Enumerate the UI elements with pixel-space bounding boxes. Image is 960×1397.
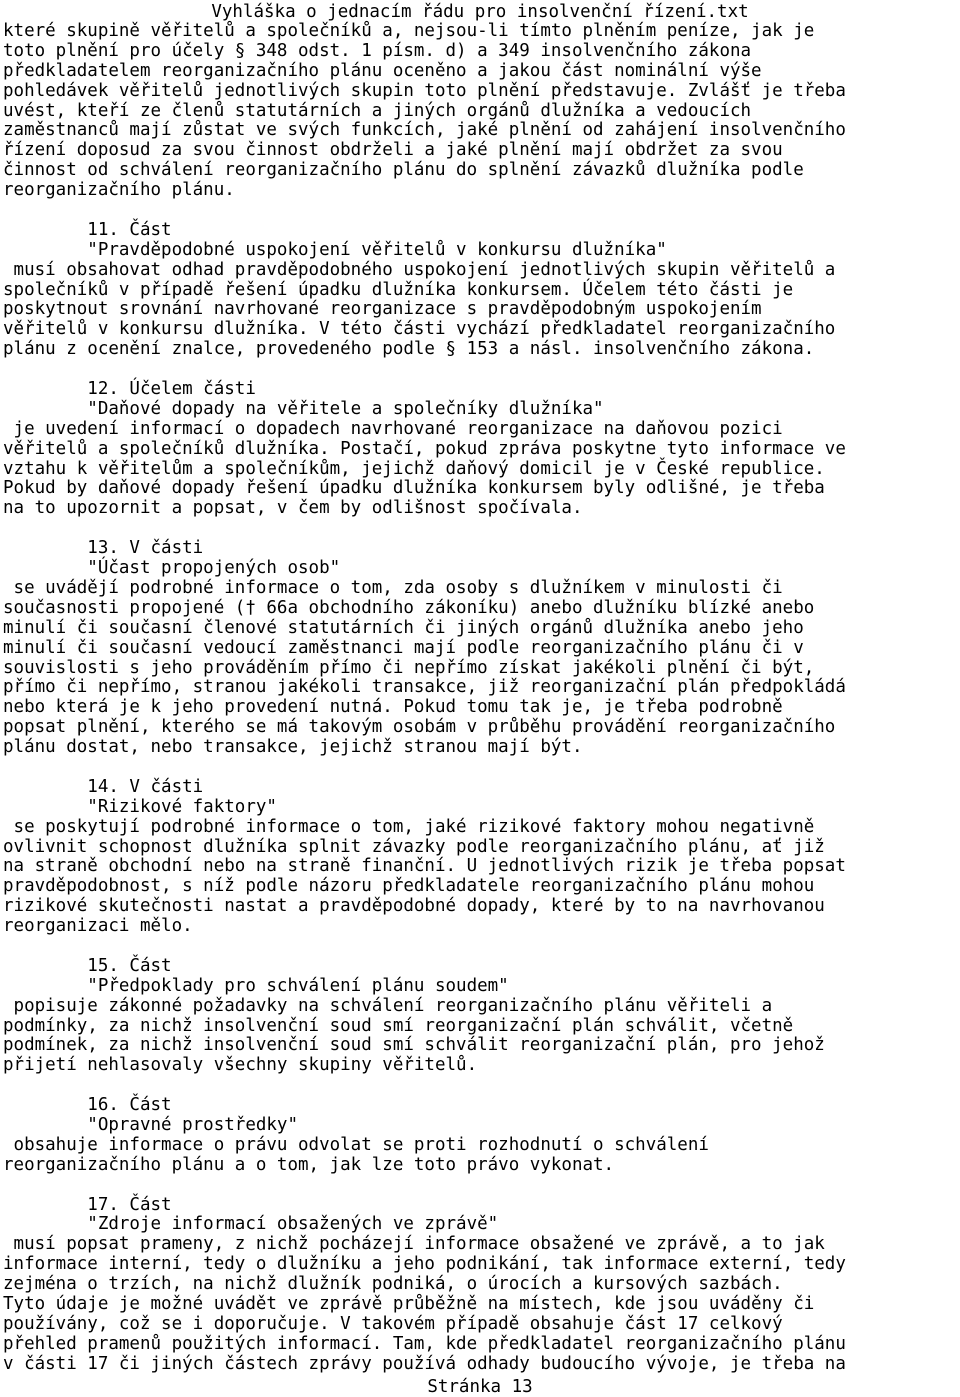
text-line: v části 17 či jiných částech zprávy používá odhady budoucího vývoje, je třeba na — [3, 1353, 846, 1374]
text-line: současnosti propojené († 66a obchodního zákoníku) anebo dlužníku blízké anebo — [3, 597, 815, 618]
text-line: na to upozornit a popsat, v čem by odlišnost spočívala. — [3, 498, 583, 519]
text-line: reorganizačního plánu. — [3, 180, 235, 201]
text-line: věřitelů a společníků dlužníka. Postačí, pokud zpráva poskytne tyto informace ve — [3, 438, 846, 459]
text-line: předkladatelem reorganizačního plánu oceněno a jakou část nominální výše — [3, 60, 762, 81]
text-line: společníků v případě řešení úpadku dlužníka konkursem. Účelem této části je — [3, 279, 794, 300]
text-line: na straně obchodní nebo na straně finanční. U jednotlivých rizik je třeba popsat — [3, 856, 846, 877]
text-line: věřitelů v konkursu dlužníka. V této části vychází předkladatel reorganizačního — [3, 319, 836, 340]
text-line: přímo či nepřímo, stranou jakékoli transakce, již reorganizační plán předpokládá — [3, 677, 846, 698]
text-line: poskytnout srovnání navrhované reorganizace s pravděpodobným uspokojením — [3, 299, 762, 320]
text-line: nebo která je k jeho provedení nutná. Pokud tomu tak je, je třeba podrobně — [3, 697, 783, 718]
text-line: "Opravné prostředky" — [3, 1114, 299, 1135]
document-title: Vyhláška o jednacím řádu pro insolvenční řízení.txt — [211, 2, 749, 22]
text-line: zejména o trzích, na nichž dlužník podniká, o úrocích a kursových sazbách. — [3, 1274, 783, 1295]
text-line: popsat plnění, kterého se má takovým osobám v průběhu provádění reorganizačního — [3, 717, 836, 738]
text-line: reorganizačního plánu a o tom, jak lze toto právo vykonat. — [3, 1154, 615, 1175]
text-line: 12. Účelem části — [3, 379, 256, 400]
blank-line — [3, 1176, 960, 1196]
text-line: přijetí nehlasovaly všechny skupiny věřitelů. — [3, 1055, 478, 1076]
text-line: používány, což se i doporučuje. V takovém případě obsahuje část 17 celkový — [3, 1313, 783, 1334]
text-line: vztahu k věřitelům a společníkům, jejichž daňový domicil je v České republice. — [3, 458, 825, 479]
text-line: plánu dostat, nebo transakce, jejichž stranou mají být. — [3, 737, 583, 758]
text-line: musí obsahovat odhad pravděpodobného uspokojení jednotlivých skupin věřitelů a — [3, 259, 836, 280]
blank-line — [3, 360, 960, 380]
text-line: 14. V části — [3, 776, 204, 797]
text-line: je uvedení informací o dopadech navrhované reorganizace na daňovou pozici — [3, 418, 783, 439]
text-line: rizikové skutečnosti nastat a pravděpodobné dopady, které by to na navrhovanou — [3, 896, 825, 917]
text-line: reorganizaci mělo. — [3, 916, 193, 937]
blank-line — [3, 201, 960, 221]
text-line: se uvádějí podrobné informace o tom, zda osoby s dlužníkem v minulosti či — [3, 577, 783, 598]
text-line: pohledávek věřitelů jednotlivých skupin toto plnění představuje. Zvlášť je třeba — [3, 80, 846, 101]
text-line: musí popsat prameny, z nichž pocházejí informace obsažené ve zprávě, a to jak — [3, 1234, 825, 1255]
text-line: 17. Část — [3, 1194, 172, 1215]
text-line: 13. V části — [3, 538, 204, 559]
blank-line — [3, 758, 960, 778]
text-line: podmínek, za nichž insolvenční soud smí schválit reorganizační plán, pro jehož — [3, 1035, 825, 1056]
text-line: 16. Část — [3, 1095, 172, 1116]
text-line: obsahuje informace o právu odvolat se proti rozhodnutí o schválení — [3, 1134, 709, 1155]
page-number: Stránka 13 — [427, 1377, 533, 1397]
text-line: které skupině věřitelů a společníků a, nejsou-li tímto plněním peníze, jak je — [3, 21, 815, 41]
text-line: zaměstnanců mají zůstat ve svých funkcích, jaké plnění od zahájení insolvenčního — [3, 120, 846, 141]
text-line: "Pravděpodobné uspokojení věřitelů v konkursu dlužníka" — [3, 239, 667, 260]
text-line: uvést, kteří ze členů statutárních a jiných orgánů dlužníka a vedoucích — [3, 100, 752, 121]
blank-line — [3, 519, 960, 539]
text-line: podmínky, za nichž insolvenční soud smí reorganizační plán schválit, včetně — [3, 1015, 794, 1036]
blank-line — [3, 1076, 960, 1096]
text-line: 15. Část — [3, 955, 172, 976]
text-line: pravděpodobnost, s níž podle názoru předkladatele reorganizačního plánu mohou — [3, 876, 815, 897]
text-line: přehled pramenů použitých informací. Tam, kde předkladatel reorganizačního plánu — [3, 1333, 846, 1354]
text-line: ovlivnit schopnost dlužníka splnit závazky podle reorganizačního plánu, ať již — [3, 836, 825, 857]
text-line: minulí či současní vedoucí zaměstnanci mají podle reorganizačního plánu či v — [3, 637, 804, 658]
text-line: plánu z ocenění znalce, provedeného podle § 153 a násl. insolvenčního zákona. — [3, 339, 815, 360]
text-line: Pokud by daňové dopady řešení úpadku dlužníka konkursem byly odlišné, je třeba — [3, 478, 825, 499]
text-line: "Zdroje informací obsažených ve zprávě" — [3, 1214, 499, 1235]
text-line: Tyto údaje je možné uvádět ve zprávě průběžně na místech, kde jsou uváděny či — [3, 1294, 815, 1314]
text-line: souvislosti s jeho prováděním přímo či nepřímo získat jakékoli plnění či být, — [3, 657, 815, 678]
blank-line — [3, 937, 960, 957]
text-line: "Rizikové faktory" — [3, 796, 277, 817]
text-line: popisuje zákonné požadavky na schválení reorganizačního plánu věřiteli a — [3, 995, 773, 1016]
text-line: "Předpoklady pro schválení plánu soudem" — [3, 975, 509, 996]
text-line: toto plnění pro účely § 348 odst. 1 písm. d) a 349 insolvenčního zákona — [3, 40, 752, 61]
text-line: "Účast propojených osob" — [3, 558, 341, 579]
text-line: se poskytují podrobné informace o tom, jaké rizikové faktory mohou negativně — [3, 816, 815, 837]
text-line: informace interní, tedy o dlužníku a jeho podnikání, tak informace externí, tedy — [3, 1254, 846, 1275]
text-line: 11. Část — [3, 219, 172, 240]
text-line: činnost od schválení reorganizačního plánu do splnění závazků dlužníka podle — [3, 160, 804, 181]
text-line: řízení doposud za svou činnost obdrželi a jaké plnění mají obdržet za svou — [3, 140, 783, 161]
text-line: minulí či současní členové statutárních či jiných orgánů dlužníka anebo jeho — [3, 617, 804, 638]
text-line: "Daňové dopady na věřitele a společníky dlužníka" — [3, 398, 604, 419]
document-body — [3, 22, 960, 1375]
